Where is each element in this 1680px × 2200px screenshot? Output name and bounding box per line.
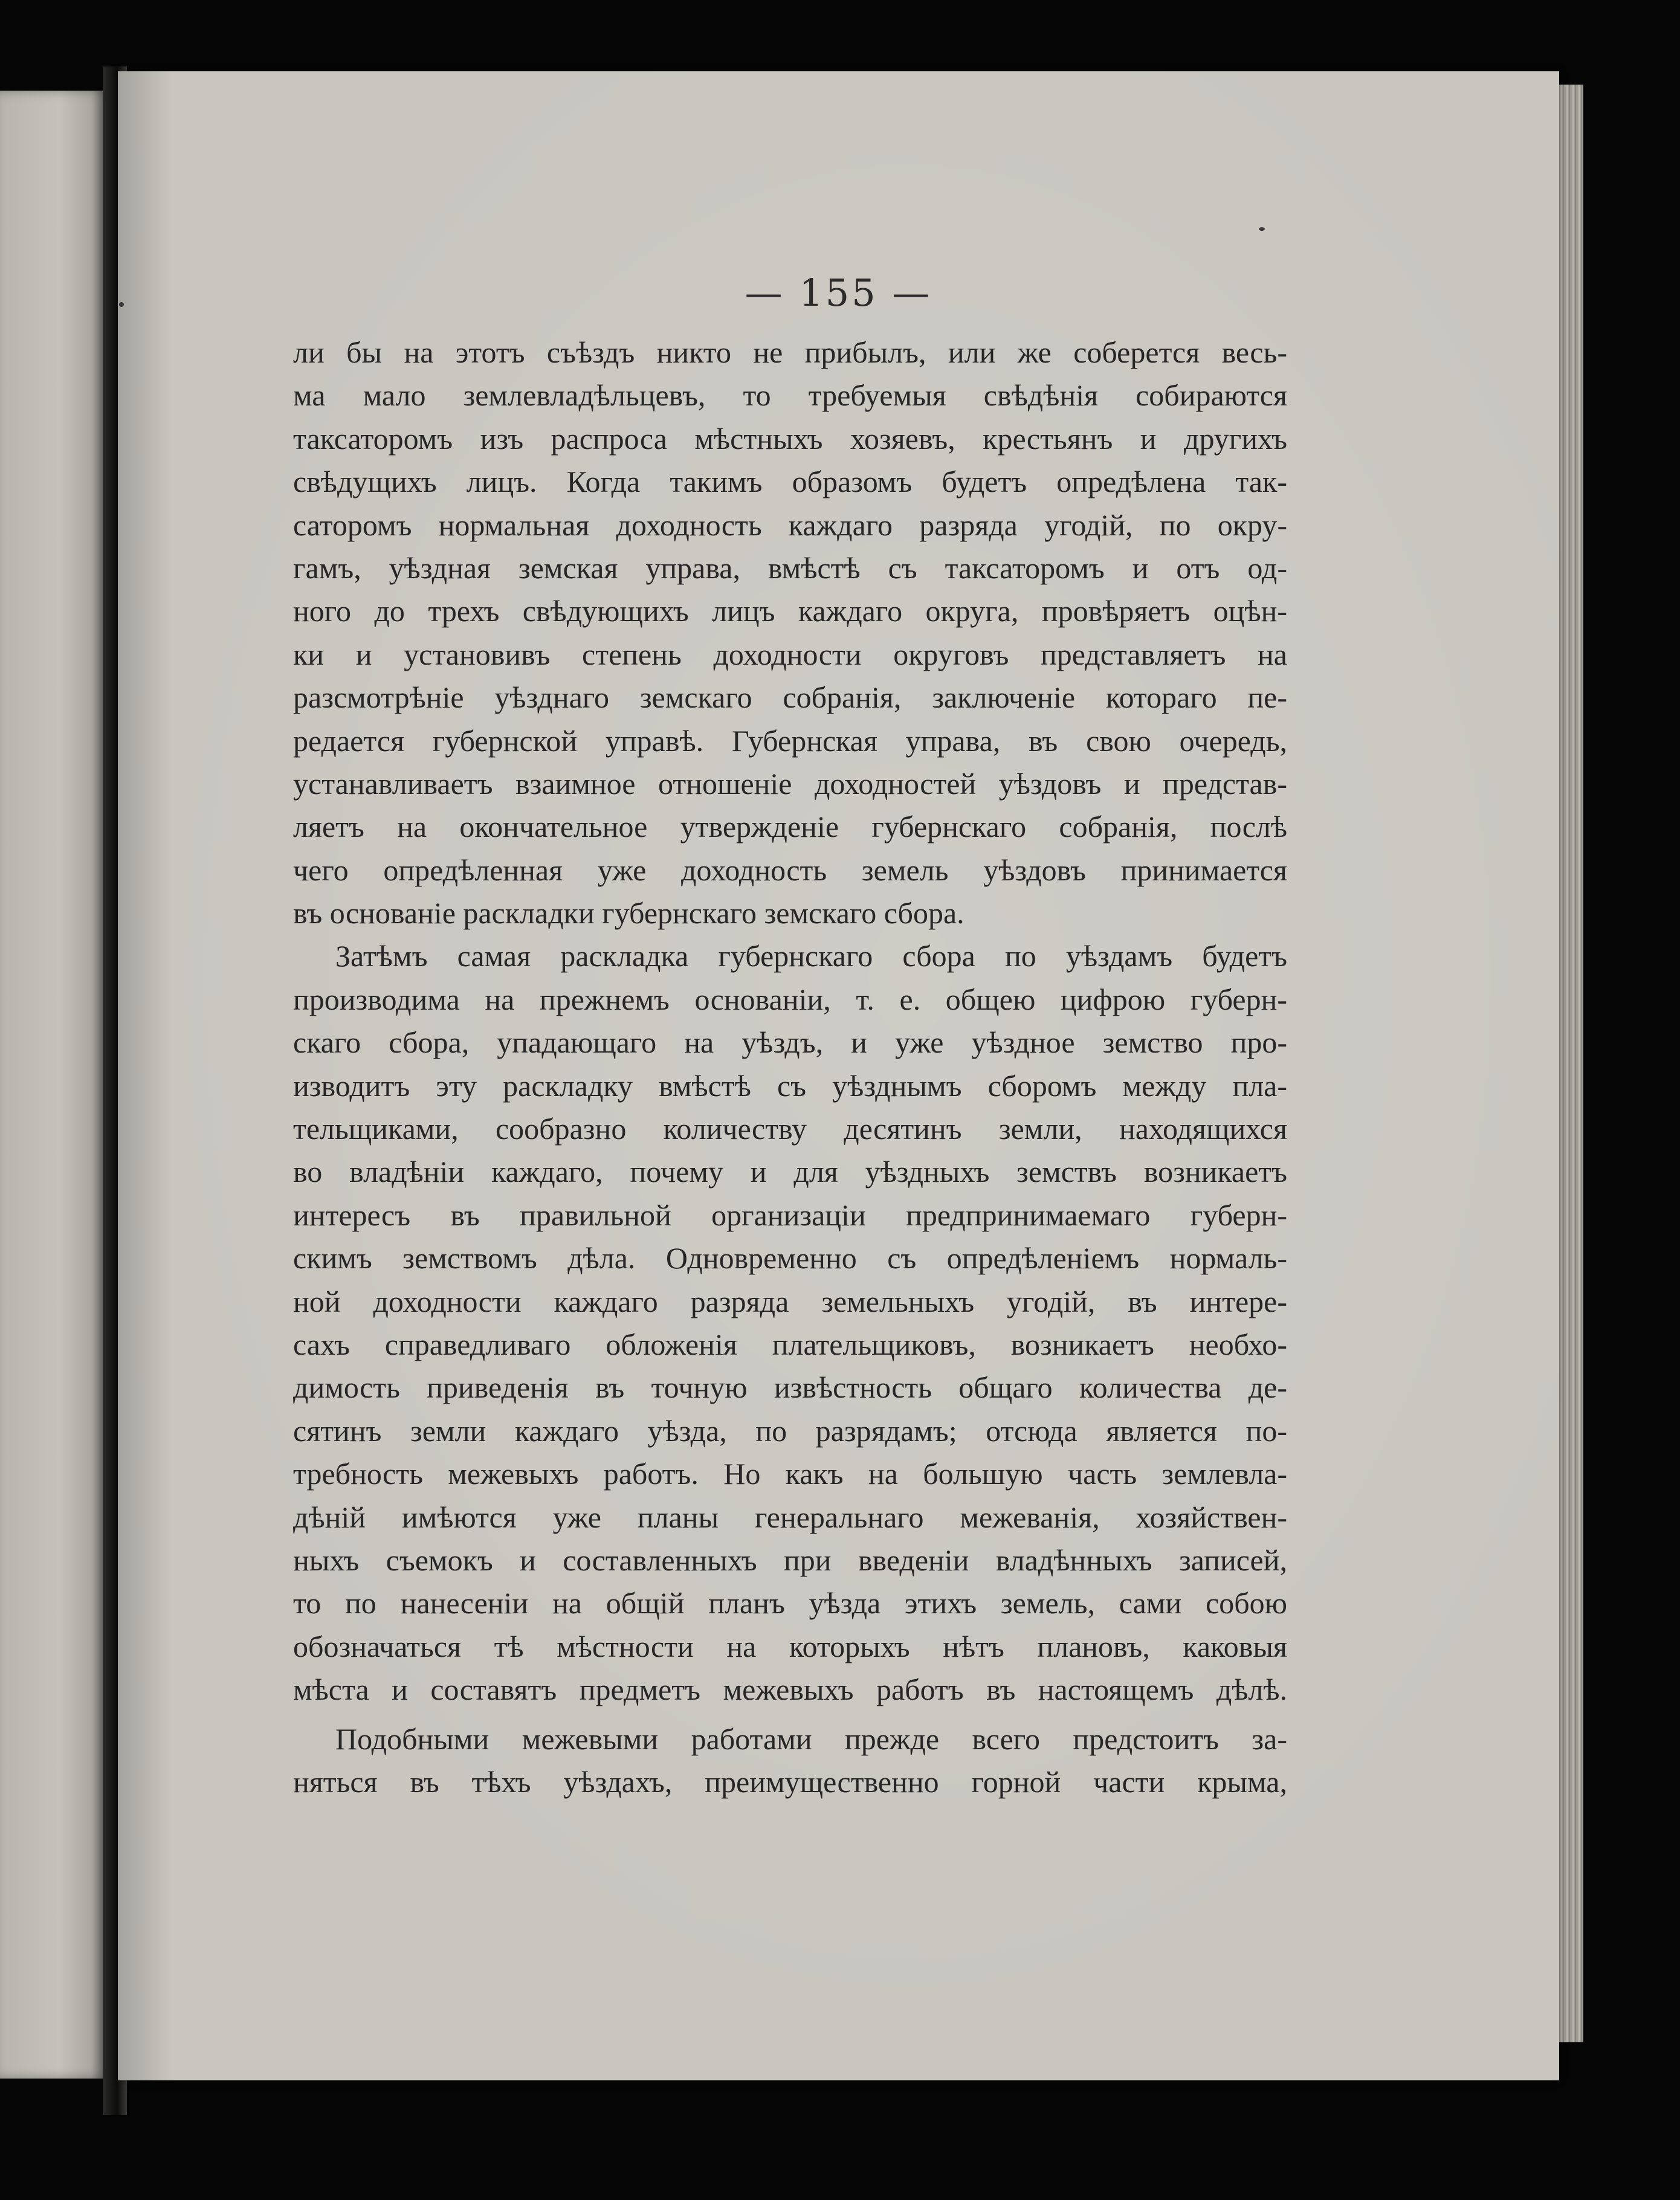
text-line: сахъ справедливаго обложенія плательщиковъ, возникаетъ необхо-: [293, 1327, 1287, 1361]
text-line: Подобными межевыми работами прежде всего предстоитъ за-: [335, 1721, 1287, 1756]
text-line: Затѣмъ самая раскладка губернскаго сбора по уѣздамъ будетъ: [335, 939, 1287, 973]
text-line: изводитъ эту раскладку вмѣстѣ съ уѣзднымъ сборомъ между пла-: [293, 1068, 1287, 1103]
text-line: чего опредѣленная уже доходность земель уѣздовъ принимается: [293, 853, 1287, 887]
text-line: ляетъ на окончательное утвержденіе губернскаго собранія, послѣ: [293, 810, 1287, 844]
text-line: мѣста и составятъ предметъ межевыхъ работъ въ настоящемъ дѣлѣ.: [293, 1673, 1287, 1707]
text-line: во владѣніи каждаго, почему и для уѣздныхъ земствъ возникаетъ: [293, 1155, 1287, 1189]
ink-speck: [1259, 227, 1265, 231]
page-number: — 155 —: [745, 271, 932, 315]
text-line: то по нанесеніи на общій планъ уѣзда этихъ земель, сами собою: [293, 1586, 1287, 1621]
text-line: сятинъ земли каждаго уѣзда, по разрядамъ; отсюда является по-: [293, 1413, 1287, 1448]
text-line: скимъ земствомъ дѣла. Одновременно съ опредѣленіемъ нормаль-: [293, 1241, 1287, 1276]
text-line: тельщиками, сообразно количеству десятинъ земли, находящихся: [293, 1112, 1287, 1146]
text-line: гамъ, уѣздная земская управа, вмѣстѣ съ таксаторомъ и отъ од-: [293, 550, 1287, 585]
text-line: дѣній имѣются уже планы генеральнаго межеванія, хозяйствен-: [293, 1500, 1287, 1534]
text-line: няться въ тѣхъ уѣздахъ, преимущественно горной части крыма,: [293, 1764, 1287, 1799]
body-text: [293, 331, 1287, 1804]
text-line: свѣдущихъ лицъ. Когда такимъ образомъ будетъ опредѣлена так-: [293, 465, 1287, 499]
text-line: димость приведенія въ точную извѣстность общаго количества де-: [293, 1370, 1287, 1405]
text-line: редается губернской управѣ. Губернская управа, въ свою очередь,: [293, 723, 1287, 758]
left-page-edge: [0, 91, 108, 2079]
text-line: саторомъ нормальная доходность каждаго разряда угодій, по окру-: [293, 508, 1287, 542]
text-line: устанавливаетъ взаимное отношеніе доходностей уѣздовъ и представ-: [293, 766, 1287, 801]
text-line: ныхъ съемокъ и составленныхъ при введеніи владѣнныхъ записей,: [293, 1543, 1287, 1577]
text-line: въ основаніе раскладки губернскаго земскаго сбора.: [293, 896, 964, 931]
text-line: производима на прежнемъ основаніи, т. е. общею цифрою губерн-: [293, 982, 1287, 1016]
text-line: ма мало землевладѣльцевъ, то требуемыя свѣдѣнія собираются: [293, 378, 1287, 413]
text-line: ки и установивъ степень доходности округовъ представляетъ на: [293, 637, 1287, 671]
text-line: ного до трехъ свѣдующихъ лицъ каждаго округа, провѣряетъ оцѣн-: [293, 594, 1287, 628]
text-line: требность межевыхъ работъ. Но какъ на большую часть землевла-: [293, 1457, 1287, 1491]
text-line: скаго сбора, упадающаго на уѣздъ, и уже уѣздное земство про-: [293, 1025, 1287, 1060]
text-line: таксаторомъ изъ распроса мѣстныхъ хозяевъ, крестьянъ и другихъ: [293, 421, 1287, 456]
text-line: обозначаться тѣ мѣстности на которыхъ нѣтъ плановъ, каковыя: [293, 1629, 1287, 1663]
text-line: ной доходности каждаго разряда земельныхъ угодій, въ интере-: [293, 1284, 1287, 1318]
text-line: разсмотрѣніе уѣзднаго земскаго собранія, заключеніе котораго пе-: [293, 680, 1287, 715]
text-line: интересъ въ правильной организаціи предпринимаемаго губерн-: [293, 1198, 1287, 1232]
text-line: ли бы на этотъ съѣздъ никто не прибылъ, или же соберется весь-: [293, 335, 1287, 369]
book-page: [118, 71, 1559, 2080]
